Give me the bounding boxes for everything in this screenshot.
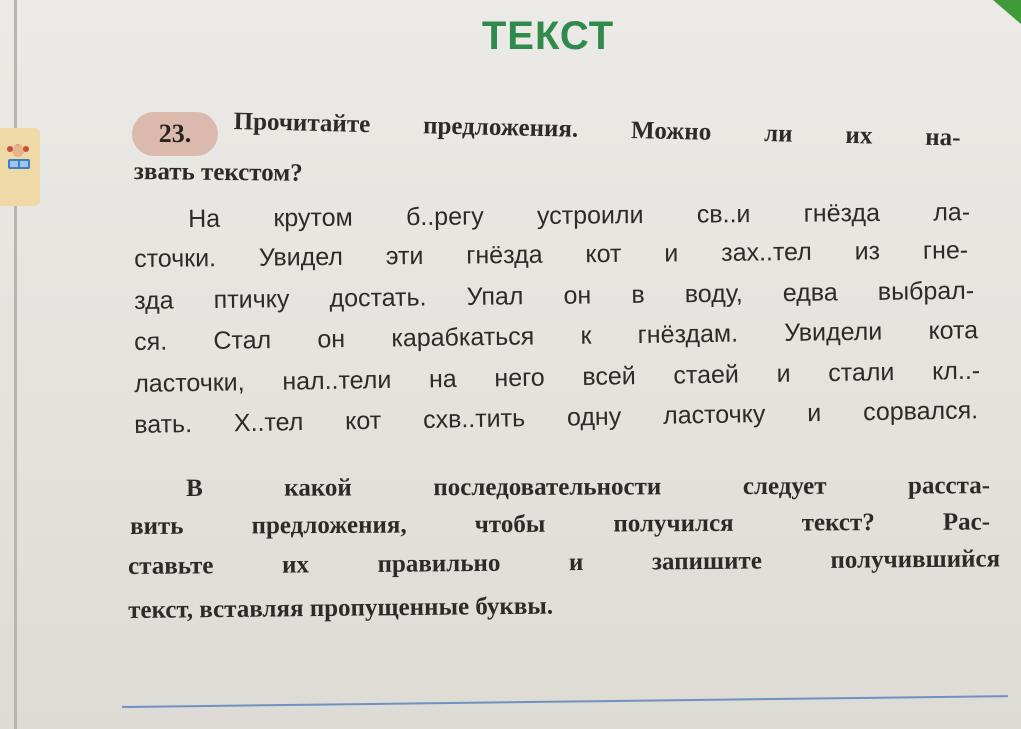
- child-with-book-icon: [6, 142, 32, 172]
- passage-line: сточки. Увидел эти гнёзда кот и зах..тел из гне-: [134, 236, 969, 273]
- task-line: ставьте их правильно и запишите получившийся: [128, 545, 1001, 580]
- answer-writing-line: [122, 695, 1008, 708]
- passage-line: вать. Х..тел кот схв..тить одну ласточку и сорвался.: [134, 396, 979, 439]
- passage-line: ся. Стал он карабкаться к гнёздам. Увидели кота: [134, 316, 979, 356]
- task-line: текст, вставляя пропущенные буквы.: [128, 592, 554, 624]
- task-line: В какой последовательности следует расста-: [186, 472, 991, 502]
- exercise-number-badge: 23.: [132, 112, 218, 156]
- question-line: звать текстом?: [133, 158, 303, 187]
- side-tab: [0, 128, 40, 206]
- passage-line: ласточки, нал..тели на него всей стаей и стали кл..-: [134, 356, 981, 398]
- page-margin-line: [14, 0, 17, 729]
- section-title: ТЕКСТ: [481, 14, 615, 58]
- task-line: вить предложения, чтобы получился текст? Рас-: [130, 508, 991, 540]
- passage-line: На крутом б..регу устроили св..и гнёзда ла-: [188, 198, 971, 233]
- question-line: Прочитайте предложения. Можно ли их на-: [233, 108, 961, 152]
- passage-line: зда птичку достать. Упал он в воду, едва выбрал-: [134, 276, 975, 315]
